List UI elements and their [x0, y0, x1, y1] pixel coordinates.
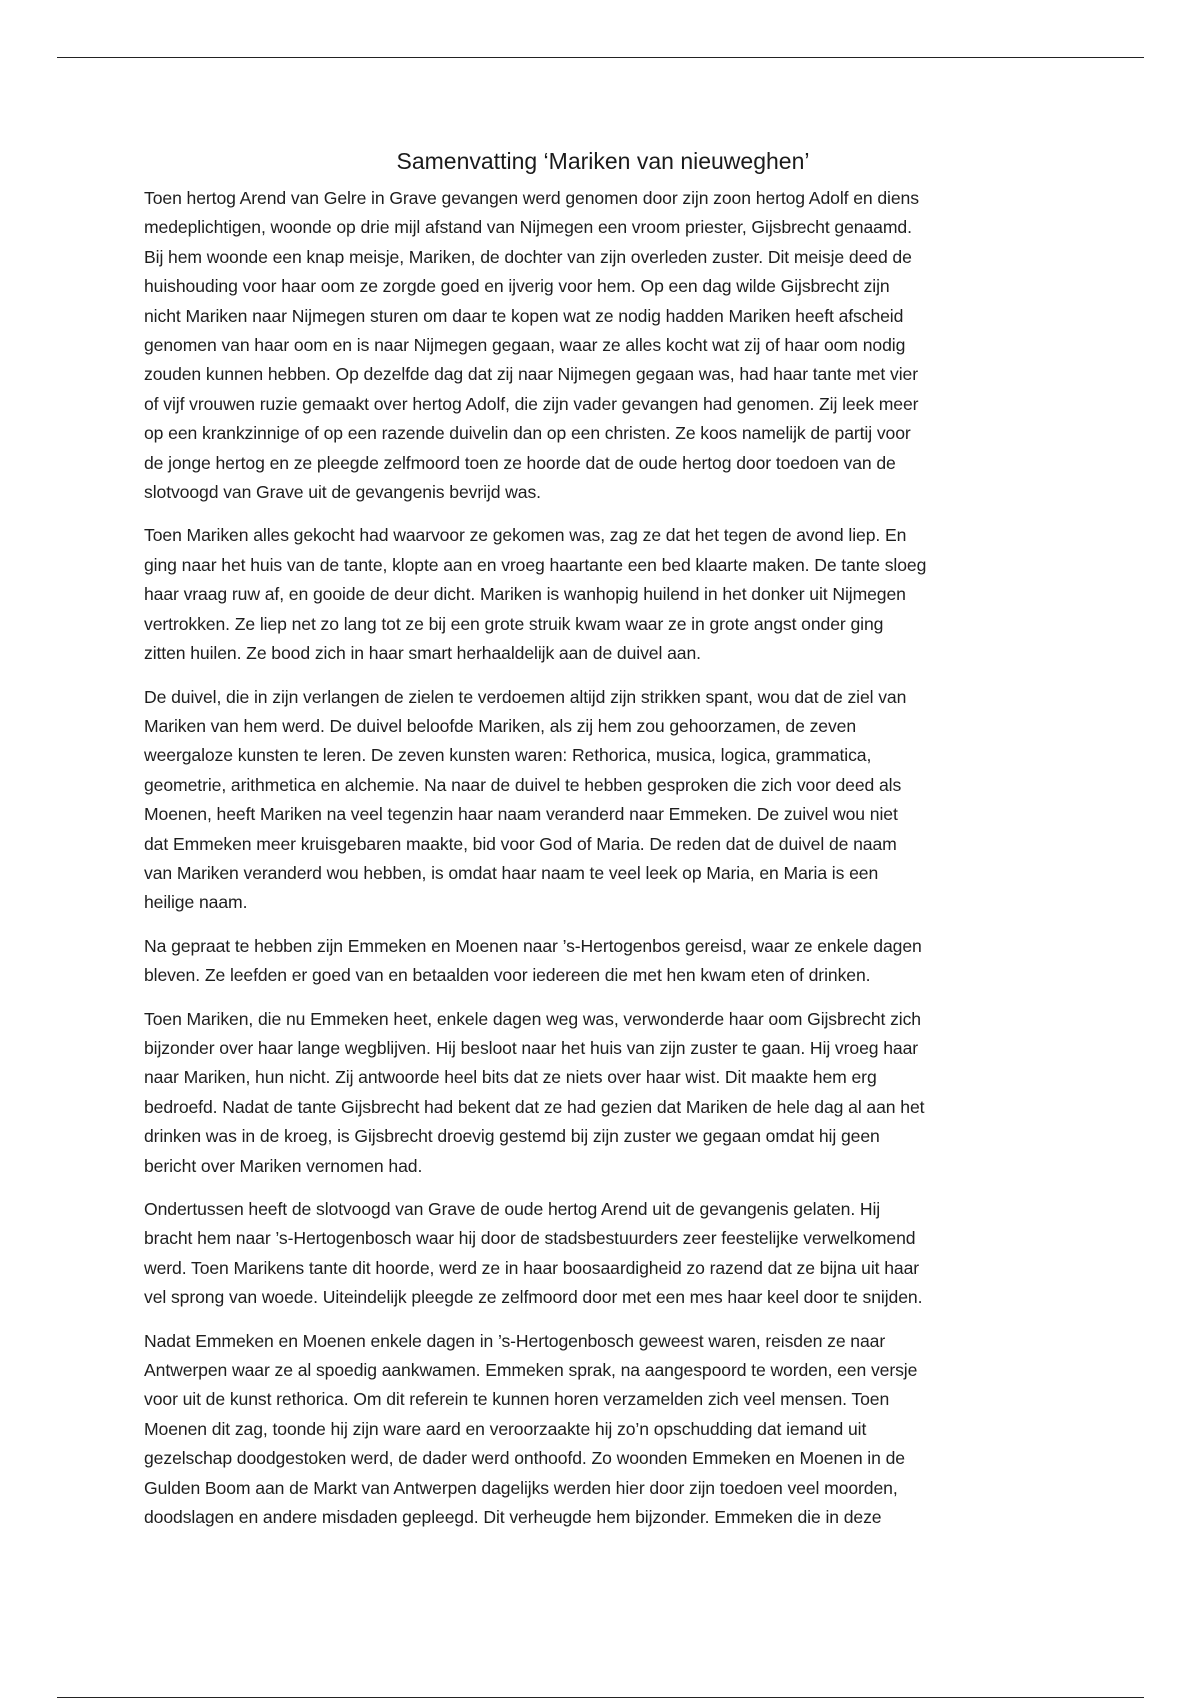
text-line: op een krankzinnige of op een razende duivelin dan op een christen. Ze koos namelijk de partij voor [144, 423, 911, 444]
text-line: dat Emmeken meer kruisgebaren maakte, bid voor God of Maria. De reden dat de duivel de naam [144, 833, 897, 854]
text-line: Toen hertog Arend van Gelre in Grave gevangen werd genomen door zijn zoon hertog Adolf en diens [144, 188, 919, 208]
text-line: heilige naam. [144, 892, 248, 913]
text-line: zouden kunnen hebben. Op dezelfde dag dat zij naar Nijmegen gegaan was, had haar tante met vier [144, 364, 918, 385]
text-line: drinken was in de kroeg, is Gijsbrecht droevig gestemd bij zijn zuster we gegaan omdat hij geen [144, 1126, 880, 1147]
text-line: Moenen dit zag, toonde hij zijn ware aard en veroorzaakte hij zo’n opschudding dat iemand uit [144, 1418, 867, 1439]
text-line: bleven. Ze leefden er goed van en betaalden voor iedereen die met hen kwam eten of drinken. [144, 965, 871, 986]
paragraph [144, 1195, 1062, 1313]
text-line: Toen Mariken, die nu Emmeken heet, enkele dagen weg was, verwonderde haar oom Gijsbrecht zich [144, 1008, 921, 1029]
text-line: Ondertussen heeft de slotvoogd van Grave de oude hertog Arend uit de gevangenis gelaten. Hij [144, 1199, 881, 1219]
text-line: ging naar het huis van de tante, klopte aan en vroeg haartante een bed klaarte maken. De tante sloeg [144, 554, 927, 575]
text-line: van Mariken veranderd wou hebben, is omdat haar naam te veel leek op Maria, en Maria is een [144, 862, 879, 883]
text-line: Nadat Emmeken en Moenen enkele dagen in ’s-Hertogenbosch geweest waren, reisden ze naar [144, 1330, 886, 1351]
text-line: Toen Mariken alles gekocht had waarvoor ze gekomen was, zag ze dat het tegen de avond liep. En [144, 525, 907, 546]
text-line: Bij hem woonde een knap meisje, Mariken, de dochter van zijn overleden zuster. Dit meisje deed de [144, 246, 912, 267]
text-line: bedroefd. Nadat de tante Gijsbrecht had bekent dat ze had gezien dat Mariken de hele dag al aan het [144, 1096, 925, 1117]
paragraph [144, 521, 1062, 668]
text-line: vel sprong van woede. Uiteindelijk pleegde ze zelfmoord door met een mes haar keel door te snijden. [144, 1287, 923, 1308]
text-line: werd. Toen Marikens tante dit hoorde, werd ze in haar boosaardigheid zo razend dat ze bijna uit haar [144, 1257, 920, 1278]
text-line: zitten huilen. Ze bood zich in haar smart herhaaldelijk aan de duivel aan. [144, 643, 701, 664]
text-line: bijzonder over haar lange wegblijven. Hij besloot naar het huis van zijn zuster te gaan. Hij vroeg haar [144, 1037, 919, 1058]
paragraph [144, 683, 1062, 918]
text-line: Mariken van hem werd. De duivel beloofde Mariken, als zij hem zou gehoorzamen, de zeven [144, 715, 857, 736]
text-line: vertrokken. Ze liep net zo lang tot ze bij een grote struik kwam waar ze in grote angst onder ging [144, 613, 884, 634]
text-line: bracht hem naar ’s-Hertogenbosch waar hij door de stadsbestuurders zeer feestelijke verwelkomend [144, 1228, 916, 1249]
text-line: De duivel, die in zijn verlangen de zielen te verdoemen altijd zijn strikken spant, wou dat de ziel van [144, 686, 907, 707]
text-line: voor uit de kunst rethorica. Om dit referein te kunnen horen verzamelden zich veel mensen. Toen [144, 1389, 890, 1410]
footer-rule [57, 1697, 1144, 1698]
text-line: Moenen, heeft Mariken na veel tegenzin haar naam veranderd naar Emmeken. De zuivel wou niet [144, 804, 898, 825]
document-page [144, 142, 1062, 1546]
text-line: slotvoogd van Grave uit de gevangenis bevrijd was. [144, 482, 541, 503]
text-line: de jonge hertog en ze pleegde zelfmoord toen ze hoorde dat de oude hertog door toedoen van de [144, 452, 896, 473]
text-line: weergaloze kunsten te leren. De zeven kunsten waren: Rethorica, musica, logica, grammatica, [144, 745, 872, 766]
text-line: gezelschap doodgestoken werd, de dader werd onthoofd. Zo woonden Emmeken en Moenen in de [144, 1448, 905, 1469]
text-line: doodslagen en andere misdaden gepleegd. Dit verheugde hem bijzonder. Emmeken die in deze [144, 1507, 882, 1528]
text-line: haar vraag ruw af, en gooide de deur dicht. Mariken is wanhopig huilend in het donker uit Nijmegen [144, 584, 906, 605]
text-line: nicht Mariken naar Nijmegen sturen om daar te kopen wat ze nodig hadden Mariken heeft afscheid [144, 305, 904, 326]
paragraph [144, 1327, 1062, 1533]
paragraph [144, 1005, 1062, 1181]
text-line: huishouding voor haar oom ze zorgde goed en ijverig voor hem. Op een dag wilde Gijsbrecht zijn [144, 276, 890, 297]
text-line: geometrie, arithmetica en alchemie. Na naar de duivel te hebben gesproken die zich voor deed als [144, 774, 902, 795]
text-line: genomen van haar oom en is naar Nijmegen gegaan, waar ze alles kocht wat zij of haar oom nodig [144, 335, 906, 356]
text-line: naar Mariken, hun nicht. Zij antwoorde heel bits dat ze niets over haar wist. Dit maakte hem erg [144, 1067, 877, 1088]
header-rule [57, 57, 1144, 58]
paragraph [144, 184, 1062, 507]
text-line: Antwerpen waar ze al spoedig aankwamen. Emmeken sprak, na aangespoord te worden, een versje [144, 1360, 918, 1381]
text-line: bericht over Mariken vernomen had. [144, 1155, 423, 1176]
text-line: Na gepraat te hebben zijn Emmeken en Moenen naar ’s-Hertogenbos gereisd, waar ze enkele dagen [144, 935, 922, 956]
text-line: medeplichtigen, woonde op drie mijl afstand van Nijmegen een vroom priester, Gijsbrecht genaamd. [144, 217, 912, 238]
document-title: Samenvatting ‘Mariken van nieuweghen’ [396, 148, 810, 174]
text-line: Gulden Boom aan de Markt van Antwerpen dagelijks werden hier door zijn toedoen veel moorden, [144, 1477, 898, 1498]
paragraph [144, 932, 1062, 991]
text-line: of vijf vrouwen ruzie gemaakt over hertog Adolf, die zijn vader gevangen had genomen. Zij leek meer [144, 393, 919, 414]
